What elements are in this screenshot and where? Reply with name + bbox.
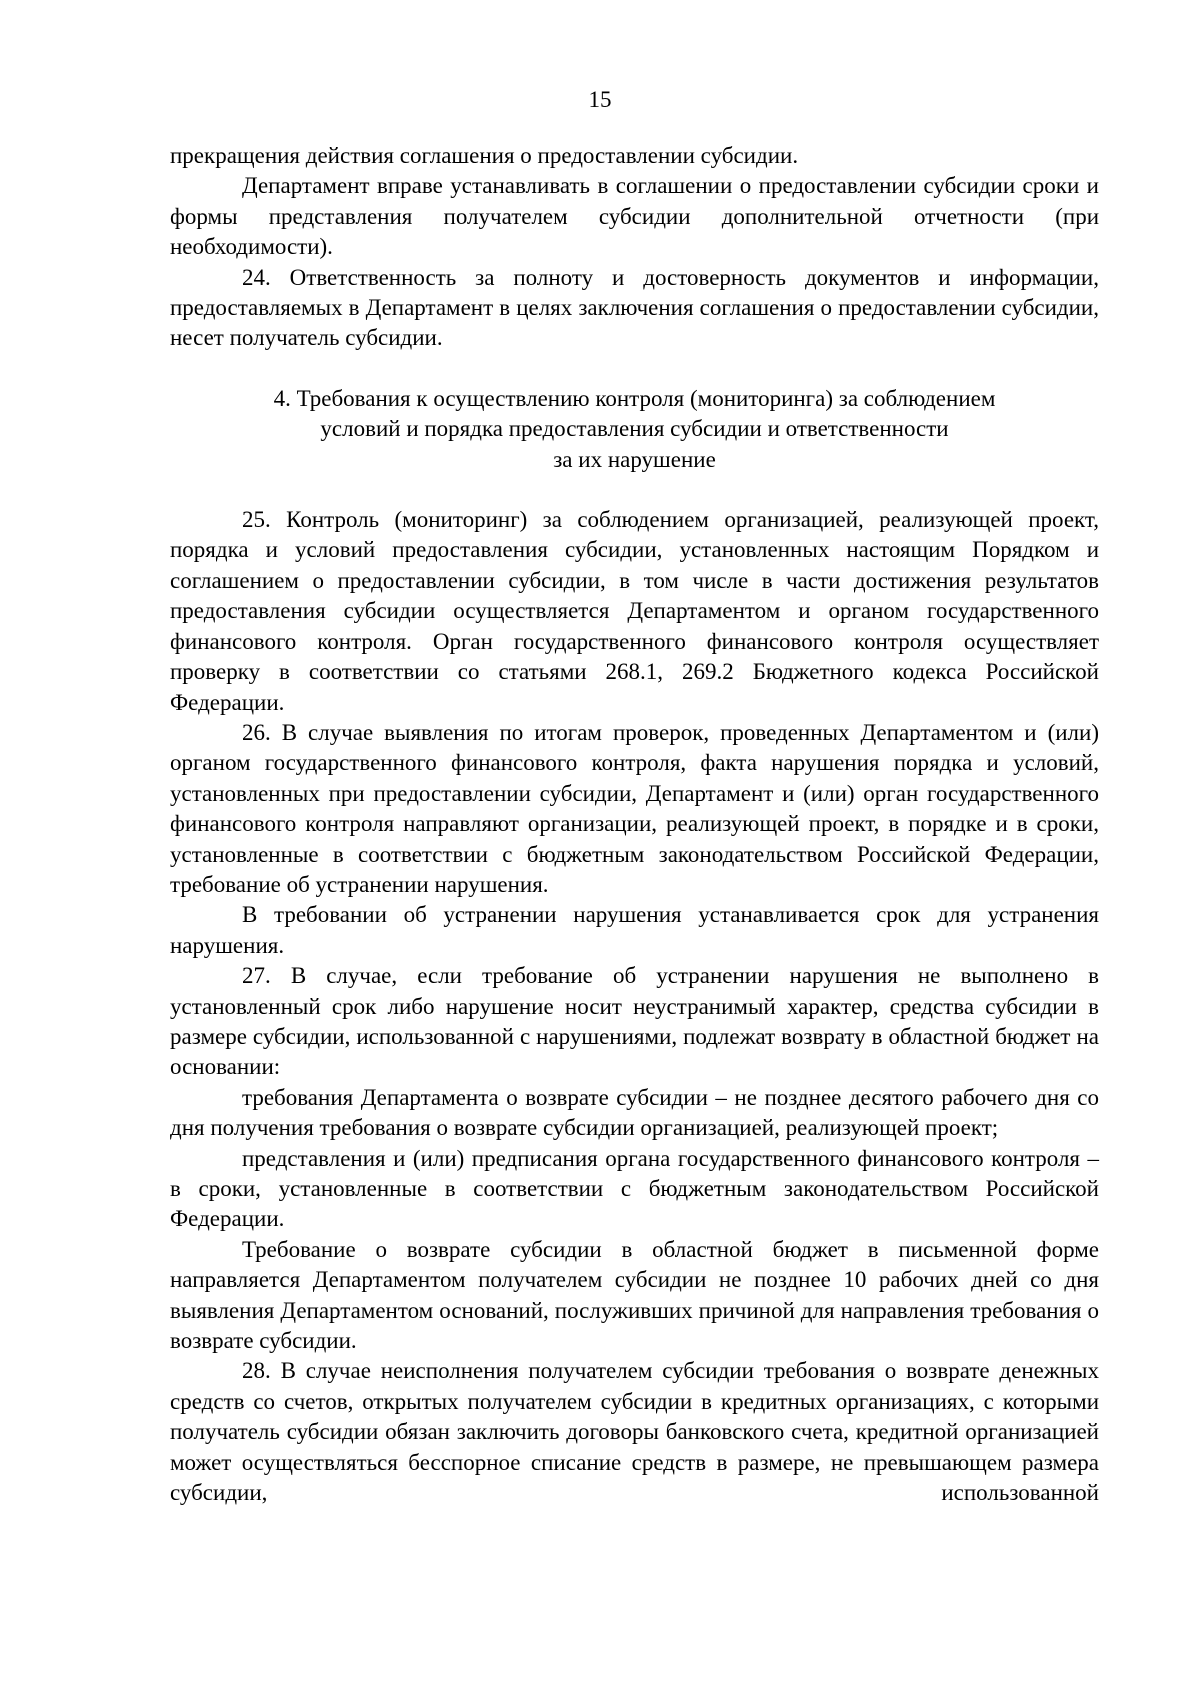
paragraph-25: 25. Контроль (мониторинг) за соблюдением организацией, реализующей проект, порядка и условий предоставления субсидии, установленных настоящим Порядком и соглашением о предоставлении субсидии, в том числе в части достижения результатов предоставления субсидии осуществляется Департаментом и органом государственного финансового контроля. Орган государственного финансового контроля осуществляет проверку в соответствии со статьями 268.1, 269.2 Бюджетного кодекса Российской Федерации. <box>170 507 1099 715</box>
paragraph-26: 26. В случае выявления по итогам проверок, проведенных Департаментом и (или) органом государственного финансового контроля, факта нарушения порядка и условий, установленных при предоставлении субсидии, Департамент и (или) орган государственного финансового контроля направляют организации, реализующей проект, в порядке и в сроки, установленные в соответствии с бюджетным законодательством Российской Федерации, требование об устранении нарушения. <box>170 719 1099 897</box>
paragraph-28: 28. В случае неисполнения получателем субсидии требования о возврате денежных средств со счетов, открытых получателем субсидии в кредитных организациях, с которыми получатель субсидии обязан заключить договоры банковского счета, кредитной организацией может осуществляться бесспорное списание средств в размере, не превышающем размера субсидии, использованной <box>170 1358 1099 1506</box>
paragraph-27-control-order: представления и (или) предписания органа государственного финансового контроля – в сроки, установленные в соответствии с бюджетным законодательством Российской Федерации. <box>170 1145 1099 1232</box>
paragraph-27-return-request: Требование о возврате субсидии в областной бюджет в письменной форме направляется Департаментом получателем субсидии не позднее 10 рабочих дней со дня выявления Департаментом оснований, послуживших причиной для направления требования о возврате субсидии. <box>170 1236 1099 1354</box>
paragraph-27-department-request: требования Департамента о возврате субсидии – не позднее десятого рабочего дня со дня получения требования о возврате субсидии организацией, реализующей проект; <box>170 1084 1099 1141</box>
heading-line-2: условий и порядка предоставления субсидии и ответственности <box>320 416 949 442</box>
paragraph-27: 27. В случае, если требование об устранении нарушения не выполнено в установленный срок либо нарушение носит неустранимый характер, средства субсидии в размере субсидии, использованной с нарушениями, подлежат возврату в областной бюджет на основании: <box>170 963 1099 1080</box>
paragraph-24: 24. Ответственность за полноту и достоверность документов и информации, предоставляемых в Департамент в целях заключения соглашения о предоставлении субсидии, несет получатель субсидии. <box>170 264 1099 351</box>
paragraph-26-deadline: В требовании об устранении нарушения устанавливается срок для устранения нарушения. <box>170 902 1099 958</box>
section-heading-4 <box>170 384 1099 475</box>
paragraph-department-rights: Департамент вправе устанавливать в соглашении о предоставлении субсидии сроки и формы представления получателем субсидии дополнительной отчетности (при необходимости). <box>170 173 1099 260</box>
document-body <box>170 141 1099 1508</box>
heading-line-3: за их нарушение <box>553 446 716 472</box>
heading-line-1: 4. Требования к осуществлению контроля (мониторинга) за соблюдением <box>273 385 996 411</box>
paragraph-continuation: прекращения действия соглашения о предоставлении субсидии. <box>170 143 799 168</box>
page-number: 15 <box>588 87 612 112</box>
